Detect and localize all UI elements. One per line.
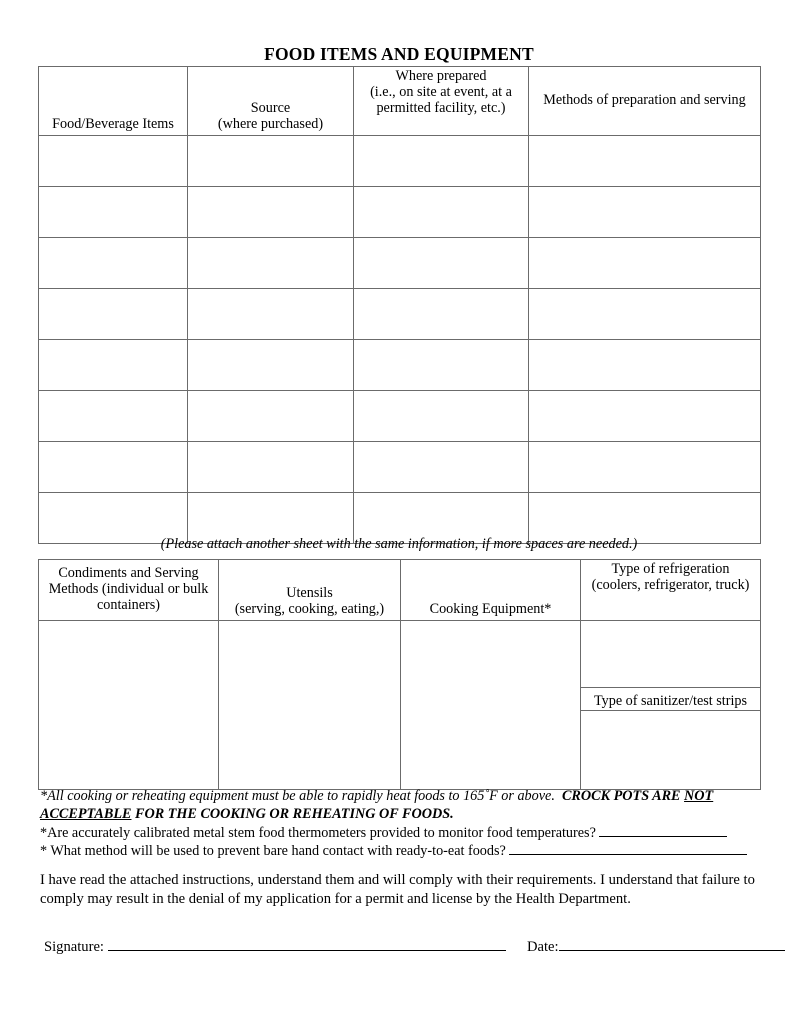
footnote-acceptable-emphasis: ACCEPTABLE xyxy=(40,806,132,823)
footnote-cooking-temperature xyxy=(40,787,762,824)
refrigeration-subtable xyxy=(581,621,760,789)
cell-methods[interactable] xyxy=(529,391,761,442)
table-row xyxy=(39,136,761,187)
cell-methods[interactable] xyxy=(529,340,761,391)
footnote-crock-pots-text: CROCK POTS ARE xyxy=(561,788,685,804)
cell-source[interactable] xyxy=(188,238,354,289)
equipment-table xyxy=(38,559,761,790)
cell-condiments-and-serving-methods[interactable] xyxy=(39,621,219,790)
sanitizer-label-row xyxy=(581,688,760,711)
thermometers-answer-field[interactable] xyxy=(599,824,727,837)
cell-food-beverage-items[interactable] xyxy=(39,289,188,340)
cell-where-prepared[interactable] xyxy=(354,442,529,493)
cell-methods[interactable] xyxy=(529,442,761,493)
food-items-table xyxy=(38,66,761,544)
table-header-row xyxy=(39,560,761,621)
cell-source[interactable] xyxy=(188,187,354,238)
column-header-where-prepared: Where prepared (i.e., on site at event, at a permitted facility, etc.) xyxy=(354,67,529,136)
column-header-condiments-and-serving-methods: Condiments and Serving Methods (individual or bulk containers) xyxy=(39,560,219,621)
cell-type-of-refrigeration[interactable] xyxy=(581,621,760,688)
bare-hand-answer-field[interactable] xyxy=(509,843,747,856)
table-row xyxy=(39,391,761,442)
footnote-thermometers-text: *Are accurately calibrated metal stem food thermometers provided to monitor food temperatures? xyxy=(40,824,596,841)
cell-where-prepared[interactable] xyxy=(354,136,529,187)
refrigeration-entry-row xyxy=(581,621,760,688)
table-row xyxy=(39,340,761,391)
date-label: Date: xyxy=(526,938,559,955)
footnote-not-emphasis: NOT xyxy=(684,788,714,804)
table-row xyxy=(39,187,761,238)
signature-field[interactable] xyxy=(108,938,506,951)
sanitizer-entry-row xyxy=(581,711,760,790)
column-header-utensils: Utensils (serving, cooking, eating,) xyxy=(219,560,401,621)
cell-where-prepared[interactable] xyxy=(354,289,529,340)
cell-methods[interactable] xyxy=(529,238,761,289)
cell-where-prepared[interactable] xyxy=(354,340,529,391)
cell-food-beverage-items[interactable] xyxy=(39,442,188,493)
date-field[interactable] xyxy=(559,938,785,951)
footnotes-block xyxy=(40,787,762,861)
footnote-thermometers-question xyxy=(40,824,762,842)
cell-type-of-sanitizer-test-strips[interactable] xyxy=(581,711,760,790)
cell-food-beverage-items[interactable] xyxy=(39,391,188,442)
footnote-bare-hand-text: * What method will be used to prevent bare hand contact with ready-to-eat foods? xyxy=(40,843,506,860)
cell-refrigeration-group xyxy=(581,621,761,790)
table-row xyxy=(39,442,761,493)
cell-methods[interactable] xyxy=(529,187,761,238)
footnote-reheating-text: FOR THE COOKING OR REHEATING OF FOODS. xyxy=(131,806,454,823)
signature-label: Signature: xyxy=(44,938,104,955)
cell-source[interactable] xyxy=(188,136,354,187)
column-header-type-of-refrigeration: Type of refrigeration (coolers, refrigerator, truck) xyxy=(581,560,761,621)
cell-source[interactable] xyxy=(188,391,354,442)
cell-food-beverage-items[interactable] xyxy=(39,187,188,238)
table-header-row xyxy=(39,67,761,136)
cell-methods[interactable] xyxy=(529,136,761,187)
footnote-bare-hand-question xyxy=(40,842,762,860)
cell-source[interactable] xyxy=(188,289,354,340)
page-title: FOOD ITEMS AND EQUIPMENT xyxy=(264,44,534,64)
cell-source[interactable] xyxy=(188,442,354,493)
signature-row xyxy=(44,938,760,956)
table-row xyxy=(39,289,761,340)
label-type-of-sanitizer-test-strips: Type of sanitizer/test strips xyxy=(581,688,760,711)
cell-food-beverage-items[interactable] xyxy=(39,238,188,289)
cell-food-beverage-items[interactable] xyxy=(39,340,188,391)
agreement-statement: I have read the attached instructions, understand them and will comply with their requirements. I understand that failure to comply may result in the denial of my application for a permit and license by the Health Department. xyxy=(40,872,755,908)
cell-where-prepared[interactable] xyxy=(354,238,529,289)
cell-methods[interactable] xyxy=(529,289,761,340)
footnote-temp-text: *All cooking or reheating equipment must be able to rapidly heat foods to 165˚F or above. xyxy=(40,788,555,804)
cell-utensils[interactable] xyxy=(219,621,401,790)
cell-cooking-equipment[interactable] xyxy=(401,621,581,790)
cell-where-prepared[interactable] xyxy=(354,187,529,238)
cell-source[interactable] xyxy=(188,340,354,391)
cell-food-beverage-items[interactable] xyxy=(39,136,188,187)
attach-another-sheet-note: (Please attach another sheet with the same information, if more spaces are needed.) xyxy=(160,536,638,552)
cell-where-prepared[interactable] xyxy=(354,391,529,442)
column-header-cooking-equipment: Cooking Equipment* xyxy=(401,560,581,621)
column-header-methods-of-preparation: Methods of preparation and serving xyxy=(529,67,761,136)
table-row xyxy=(39,621,761,790)
column-header-food-beverage-items: Food/Beverage Items xyxy=(39,67,188,136)
table-row xyxy=(39,238,761,289)
column-header-source: Source (where purchased) xyxy=(188,67,354,136)
